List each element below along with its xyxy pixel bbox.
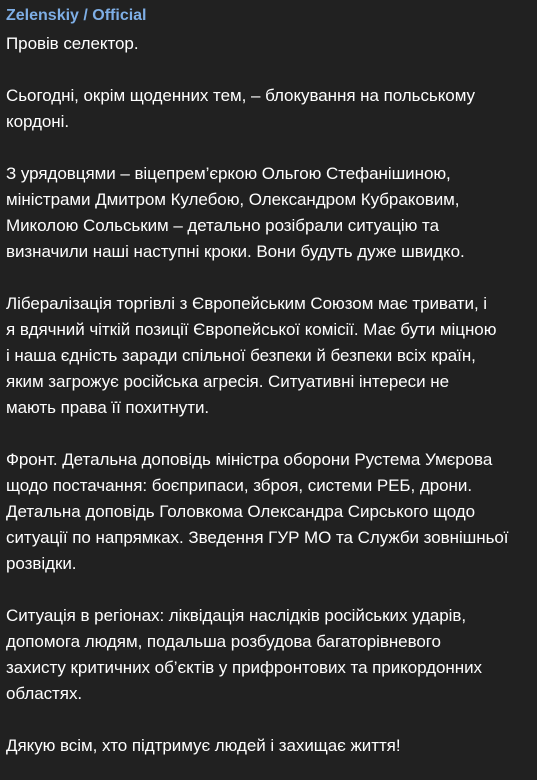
- message-line: Миколою Сольським – детально розібрали ситуацію та: [6, 216, 439, 235]
- message-line: Провів селектор.: [6, 34, 139, 53]
- message-line: допомога людям, подальша розбудова багаторівневого: [6, 632, 441, 651]
- message-paragraph: [6, 83, 531, 135]
- message-line: кордоні.: [6, 112, 70, 131]
- message-line: З урядовцями – віцепрем’єркою Ольгою Стефанішиною,: [6, 164, 451, 183]
- message-line: яким загрожує російська агресія. Ситуативні інтереси не: [6, 372, 449, 391]
- message-paragraph: [6, 31, 531, 57]
- message-paragraph: [6, 291, 531, 421]
- message-line: я вдячний чіткій позиції Європейської комісії. Має бути міцною: [6, 320, 497, 339]
- message-text: [6, 31, 531, 759]
- message-paragraph: [6, 733, 531, 759]
- message-line: мають права її похитнути.: [6, 398, 210, 417]
- message-line: і наша єдність заради спільної безпеки й безпеки всіх країн,: [6, 346, 476, 365]
- message-line: Сьогодні, окрім щоденних тем, – блокування на польському: [6, 86, 475, 105]
- message-line: міністрами Дмитром Кулебою, Олександром Кубраковим,: [6, 190, 460, 209]
- message-line: Фронт. Детальна доповідь міністра оборони Рустема Умєрова: [6, 450, 493, 469]
- message-line: визначили наші наступні кроки. Вони будуть дуже швидко.: [6, 242, 465, 261]
- message-line: щодо постачання: боєприпаси, зброя, системи РЕБ, дрони.: [6, 476, 472, 495]
- message-line: Дякую всім, хто підтримує людей і захищає життя!: [6, 736, 401, 755]
- message-line: Детальна доповідь Головкома Олександра Сирського щодо: [6, 502, 476, 521]
- message-paragraph: [6, 161, 531, 265]
- message-paragraph: [6, 603, 531, 707]
- message-line: захисту критичних об’єктів у прифронтових та прикордонних: [6, 658, 483, 677]
- message-paragraph: [6, 447, 531, 577]
- message-line: ситуації по напрямках. Зведення ГУР МО та Служби зовнішньої: [6, 528, 509, 547]
- message-line: Лібералізація торгівлі з Європейським Союзом має тривати, і: [6, 294, 488, 313]
- channel-name-link[interactable]: Zelenskiy / Official: [6, 7, 147, 24]
- message-line: областях.: [6, 684, 83, 703]
- message-line: розвідки.: [6, 554, 77, 573]
- message-line: Ситуація в регіонах: ліквідація наслідків російських ударів,: [6, 606, 467, 625]
